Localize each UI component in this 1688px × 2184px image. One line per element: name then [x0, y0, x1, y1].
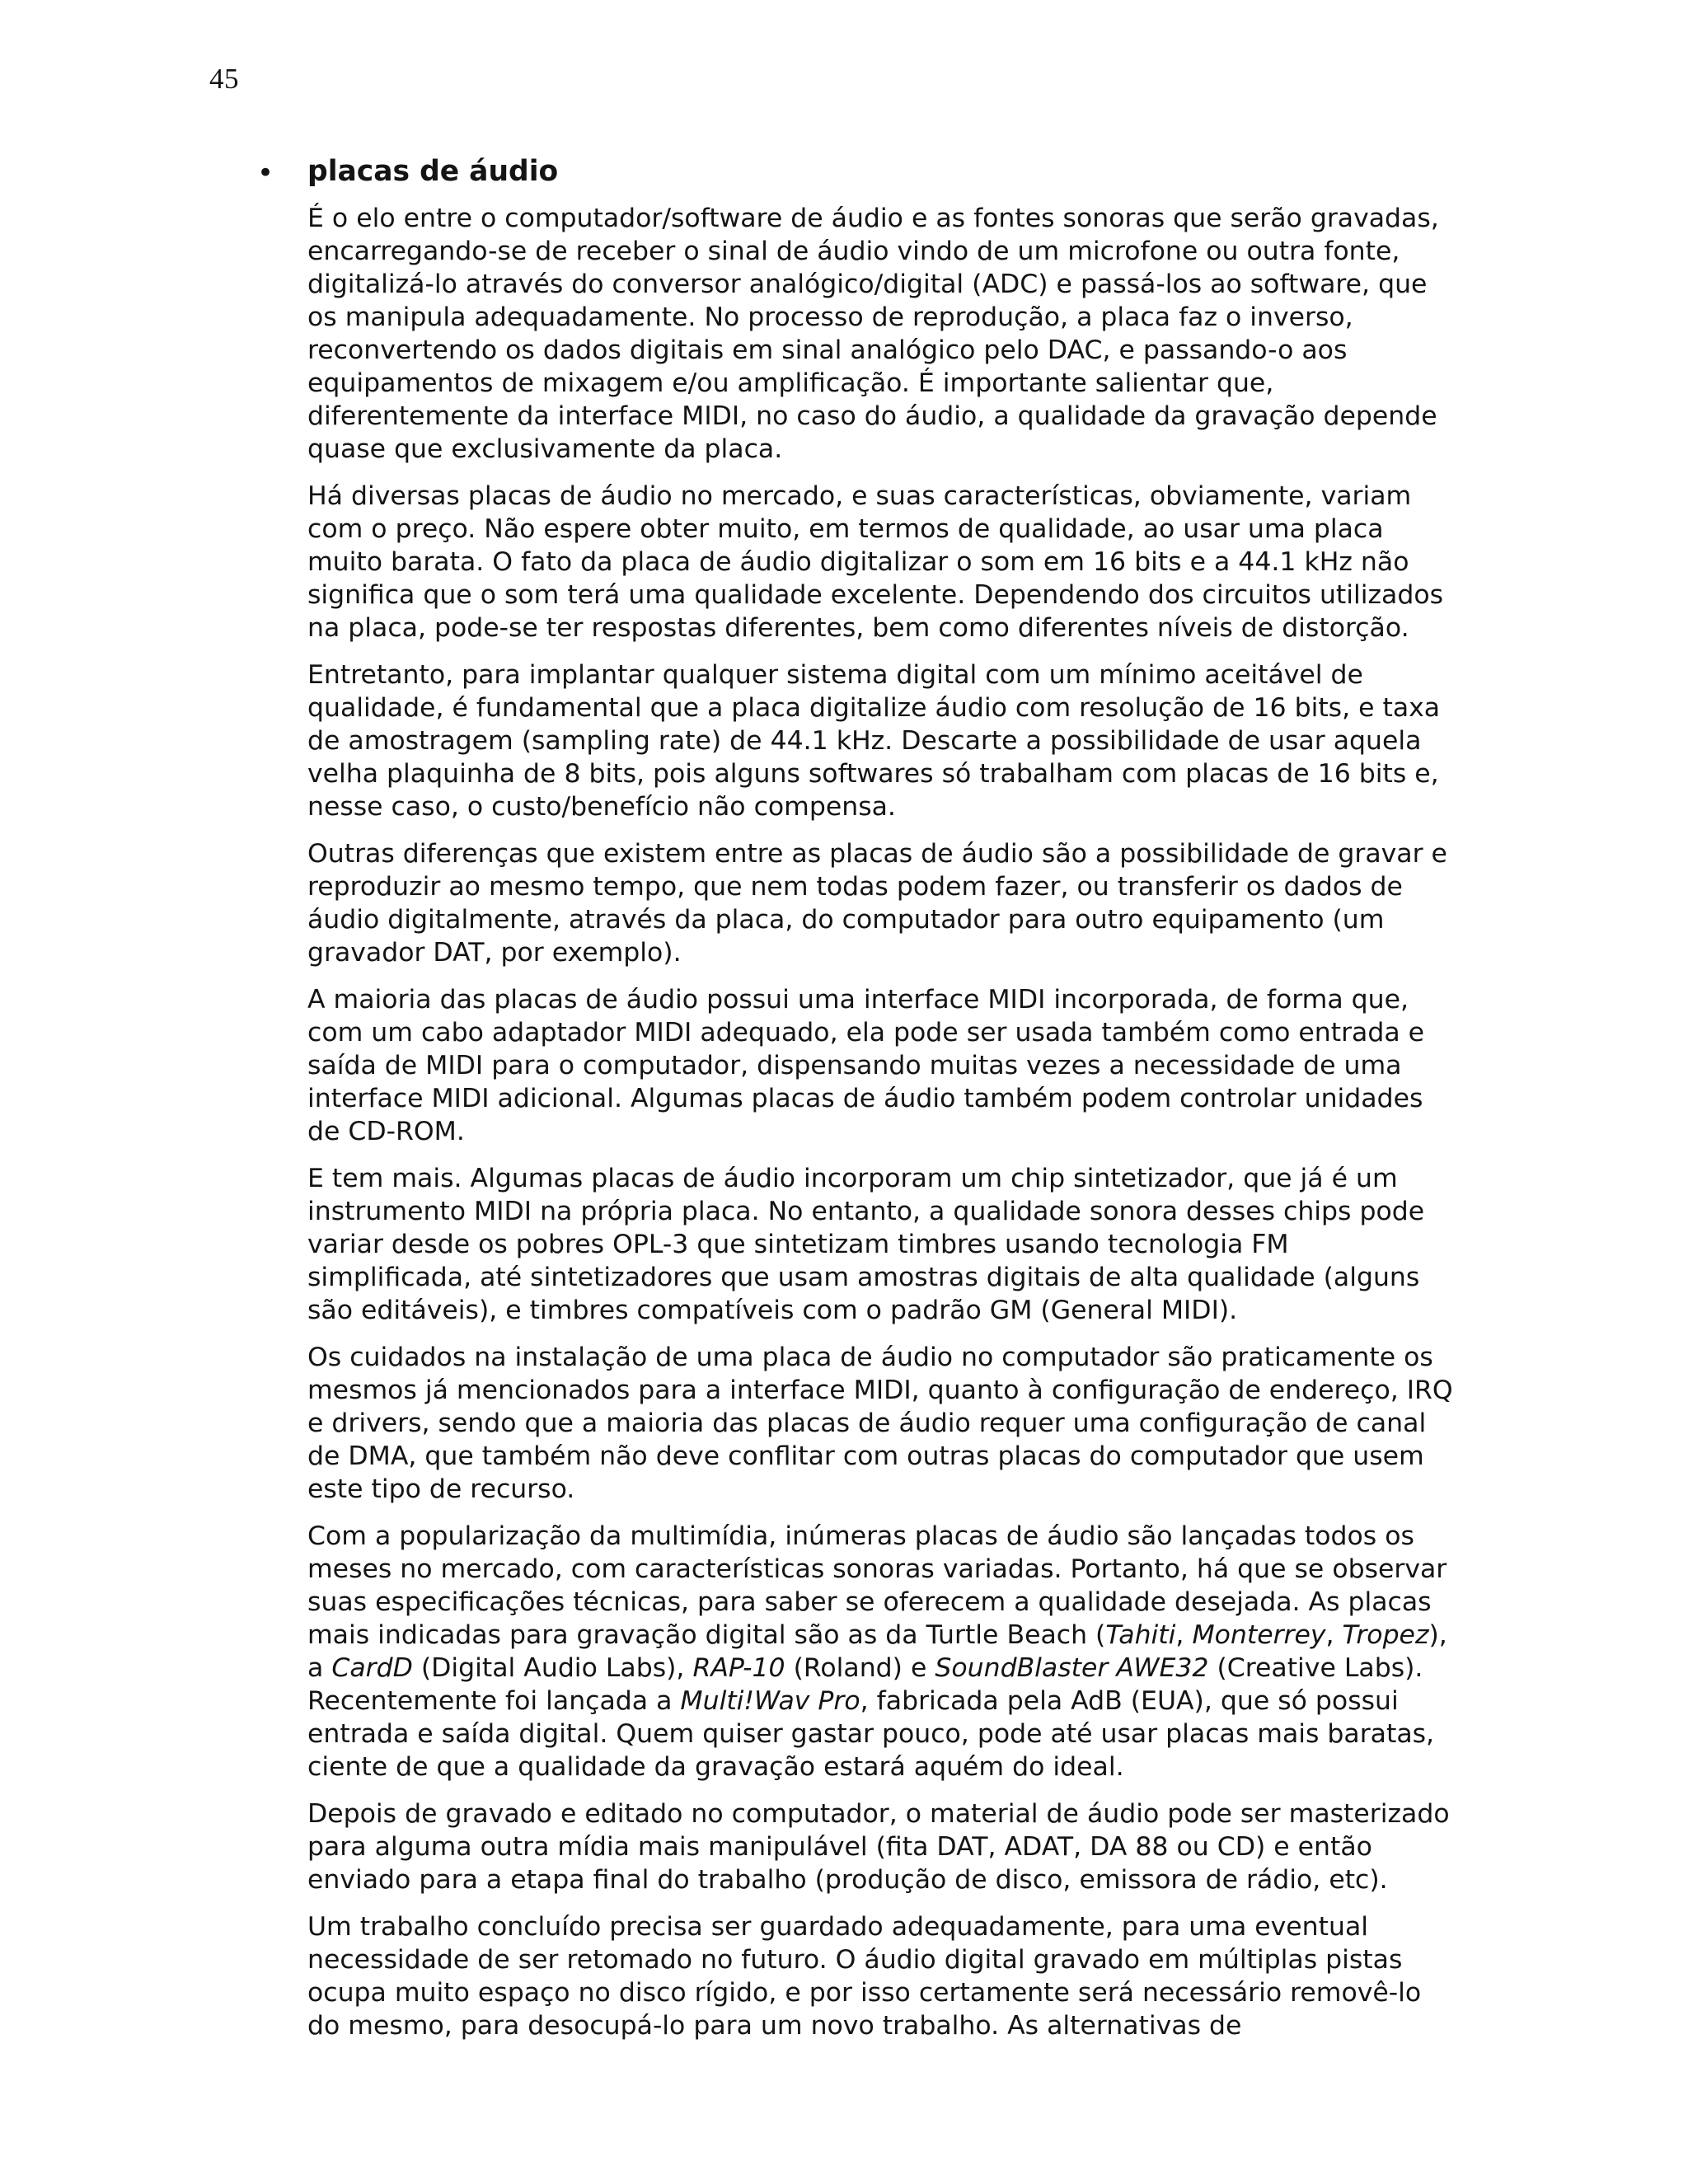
text-line	[307, 433, 1544, 466]
text-segment: ,	[1175, 1620, 1193, 1650]
text-line	[307, 235, 1544, 268]
text-segment: (Digital Audio Labs),	[412, 1653, 693, 1683]
paragraph	[307, 202, 1544, 466]
text-segment: de CD-ROM.	[307, 1117, 465, 1146]
text-segment: E tem mais. Algumas placas de áudio incorporam um chip sintetizador, que já é um	[307, 1164, 1398, 1193]
text-line	[307, 983, 1544, 1016]
text-line	[307, 1652, 1544, 1685]
text-line	[307, 790, 1544, 823]
text-segment: , fabricada pela AdB (EUA), que só possui	[860, 1686, 1399, 1716]
text-line	[307, 1976, 1544, 2009]
text-line	[307, 1685, 1544, 1718]
text-line	[307, 334, 1544, 367]
text-line	[307, 870, 1544, 903]
text-segment: mais indicadas para gravação digital são as da Turtle Beach (	[307, 1620, 1106, 1650]
text-line	[307, 1162, 1544, 1195]
text-segment: com um cabo adaptador MIDI adequado, ela pode ser usada também como entrada e	[307, 1018, 1425, 1047]
paragraph	[307, 837, 1544, 969]
text-line	[307, 1440, 1544, 1473]
paragraph	[307, 1341, 1544, 1506]
italic-text: RAP-10	[692, 1653, 785, 1683]
text-line	[307, 400, 1544, 433]
text-line	[307, 1016, 1544, 1049]
text-segment: ,	[1325, 1620, 1343, 1650]
text-segment: A maioria das placas de áudio possui uma interface MIDI incorporada, de forma que,	[307, 985, 1409, 1015]
text-line	[307, 1407, 1544, 1440]
text-line	[307, 513, 1544, 546]
text-line	[307, 1473, 1544, 1506]
paragraph	[307, 1520, 1544, 1783]
text-segment: quase que exclusivamente da placa.	[307, 434, 783, 464]
text-segment: gravador DAT, por exemplo).	[307, 938, 682, 968]
text-segment: Um trabalho concluído precisa ser guardado adequadamente, para uma eventual	[307, 1912, 1368, 1942]
text-segment: Outras diferenças que existem entre as placas de áudio são a possibilidade de gravar e	[307, 839, 1447, 869]
text-line	[307, 579, 1544, 612]
text-segment: Os cuidados na instalação de uma placa de áudio no computador são praticamente os	[307, 1343, 1433, 1372]
text-segment: Depois de gravado e editado no computador, o material de áudio pode ser masterizado	[307, 1799, 1450, 1829]
text-segment: áudio digitalmente, através da placa, do computador para outro equipamento (um	[307, 905, 1385, 935]
text-line	[307, 691, 1544, 724]
text-segment: (Roland) e	[785, 1653, 935, 1683]
text-segment: para alguma outra mídia mais manipulável (fita DAT, ADAT, DA 88 ou CD) e então	[307, 1832, 1372, 1862]
text-segment: Recentemente foi lançada a	[307, 1686, 681, 1716]
text-line	[307, 367, 1544, 400]
text-line	[307, 480, 1544, 513]
text-line	[307, 1553, 1544, 1586]
text-segment: muito barata. O fato da placa de áudio digitalizar o som em 16 bits e a 44.1 kHz não	[307, 547, 1409, 577]
text-segment: de DMA, que também não deve conflitar com outras placas do computador que usem	[307, 1441, 1424, 1471]
text-segment: os manipula adequadamente. No processo de reprodução, a placa faz o inverso,	[307, 302, 1353, 332]
text-segment: É o elo entre o computador/software de áudio e as fontes sonoras que serão gravadas,	[307, 204, 1439, 233]
text-segment: enviado para a etapa final do trabalho (produção de disco, emissora de rádio, etc).	[307, 1865, 1388, 1895]
text-line	[307, 301, 1544, 334]
text-segment: são editáveis), e timbres compatíveis com o padrão GM (General MIDI).	[307, 1296, 1238, 1325]
body-text	[307, 202, 1544, 2056]
text-segment: reconvertendo os dados digitais em sinal analógico pelo DAC, e passando-o aos	[307, 335, 1348, 365]
text-line	[307, 1115, 1544, 1148]
section-heading: placas de áudio	[307, 155, 559, 188]
text-line	[307, 202, 1544, 235]
text-line	[307, 936, 1544, 969]
text-segment: este tipo de recurso.	[307, 1474, 575, 1504]
text-segment: variar desde os pobres OPL-3 que sintetizam timbres usando tecnologia FM	[307, 1230, 1289, 1259]
paragraph	[307, 1910, 1544, 2042]
italic-text: CardD	[331, 1653, 413, 1683]
italic-text: SoundBlaster AWE32	[935, 1653, 1209, 1683]
text-line	[307, 546, 1544, 579]
text-line	[307, 658, 1544, 691]
text-line	[307, 1195, 1544, 1228]
text-segment: com o preço. Não espere obter muito, em termos de qualidade, ao usar uma placa	[307, 514, 1384, 544]
text-segment: reproduzir ao mesmo tempo, que nem todas podem fazer, ou transferir os dados de	[307, 872, 1403, 902]
text-line	[307, 1586, 1544, 1619]
text-segment: necessidade de ser retomado no futuro. O áudio digital gravado em múltiplas pistas	[307, 1945, 1403, 1975]
text-line	[307, 1374, 1544, 1407]
text-segment: instrumento MIDI na própria placa. No entanto, a qualidade sonora desses chips pode	[307, 1197, 1425, 1226]
text-line	[307, 724, 1544, 757]
text-segment: na placa, pode-se ter respostas diferentes, bem como diferentes níveis de distorção.	[307, 613, 1409, 643]
text-segment: a	[307, 1653, 332, 1683]
italic-text: Monterrey	[1192, 1620, 1326, 1650]
text-line	[307, 903, 1544, 936]
text-segment: e drivers, sendo que a maioria das placas de áudio requer uma configuração de canal	[307, 1408, 1427, 1438]
paragraph	[307, 658, 1544, 823]
text-line	[307, 2009, 1544, 2042]
text-line	[307, 1520, 1544, 1553]
italic-text: Multi!Wav Pro	[680, 1686, 860, 1716]
text-segment: equipamentos de mixagem e/ou amplificação. É importante salientar que,	[307, 368, 1274, 398]
italic-text: Tahiti	[1105, 1620, 1176, 1650]
text-line	[307, 1863, 1544, 1896]
text-line	[307, 1228, 1544, 1261]
text-segment: entrada e saída digital. Quem quiser gastar pouco, pode até usar placas mais baratas,	[307, 1719, 1435, 1749]
paragraph	[307, 480, 1544, 644]
text-segment: saída de MIDI para o computador, dispensando muitas vezes a necessidade de uma	[307, 1051, 1402, 1080]
italic-text: Tropez	[1342, 1620, 1429, 1650]
text-segment: de amostragem (sampling rate) de 44.1 kHz. Descarte a possibilidade de usar aquela	[307, 726, 1422, 756]
text-segment: Com a popularização da multimídia, inúmeras placas de áudio são lançadas todos os	[307, 1521, 1414, 1551]
text-segment: ocupa muito espaço no disco rígido, e por isso certamente será necessário removê-lo	[307, 1978, 1422, 2008]
text-line	[307, 1718, 1544, 1750]
text-line	[307, 1294, 1544, 1327]
text-segment: (Creative Labs).	[1208, 1653, 1423, 1683]
text-line	[307, 1830, 1544, 1863]
paragraph	[307, 983, 1544, 1148]
text-segment: velha plaquinha de 8 bits, pois alguns softwares só trabalham com placas de 16 bits e,	[307, 759, 1439, 789]
text-line	[307, 1797, 1544, 1830]
text-segment: Há diversas placas de áudio no mercado, e suas características, obviamente, variam	[307, 481, 1412, 511]
text-segment: Entretanto, para implantar qualquer sistema digital com um mínimo aceitável de	[307, 660, 1363, 690]
text-segment: do mesmo, para desocupá-lo para um novo trabalho. As alternativas de	[307, 2011, 1242, 2041]
paragraph	[307, 1162, 1544, 1327]
text-segment: meses no mercado, com características sonoras variadas. Portanto, há que se observar	[307, 1554, 1447, 1584]
text-segment: ciente de que a qualidade da gravação estará aquém do ideal.	[307, 1752, 1124, 1782]
text-segment: suas especificações técnicas, para saber se oferecem a qualidade desejada. As placas	[307, 1587, 1432, 1617]
text-line	[307, 1619, 1544, 1652]
page-number: 45	[209, 63, 239, 95]
bullet-marker: •	[257, 157, 274, 190]
text-line	[307, 1750, 1544, 1783]
text-segment: ),	[1428, 1620, 1447, 1650]
paragraph	[307, 1797, 1544, 1896]
text-line	[307, 1082, 1544, 1115]
text-segment: digitalizá-lo através do conversor analógico/digital (ADC) e passá-los ao software, que	[307, 269, 1428, 299]
text-line	[307, 1261, 1544, 1294]
text-line	[307, 1341, 1544, 1374]
text-line	[307, 757, 1544, 790]
text-segment: mesmos já mencionados para a interface MIDI, quanto à configuração de endereço, IRQ	[307, 1376, 1453, 1405]
text-line	[307, 837, 1544, 870]
text-segment: interface MIDI adicional. Algumas placas de áudio também podem controlar unidades	[307, 1084, 1423, 1113]
text-segment: significa que o som terá uma qualidade excelente. Dependendo dos circuitos utilizados	[307, 580, 1444, 610]
text-line	[307, 612, 1544, 644]
text-line	[307, 268, 1544, 301]
text-segment: diferentemente da interface MIDI, no caso do áudio, a qualidade da gravação depende	[307, 401, 1437, 431]
text-segment: nesse caso, o custo/benefício não compensa.	[307, 792, 896, 822]
text-line	[307, 1943, 1544, 1976]
text-line	[307, 1049, 1544, 1082]
text-segment: encarregando-se de receber o sinal de áudio vindo de um microfone ou outra fonte,	[307, 237, 1400, 266]
text-segment: qualidade, é fundamental que a placa digitalize áudio com resolução de 16 bits, e taxa	[307, 693, 1441, 723]
text-segment: simplificada, até sintetizadores que usam amostras digitais de alta qualidade (alguns	[307, 1263, 1420, 1292]
text-line	[307, 1910, 1544, 1943]
